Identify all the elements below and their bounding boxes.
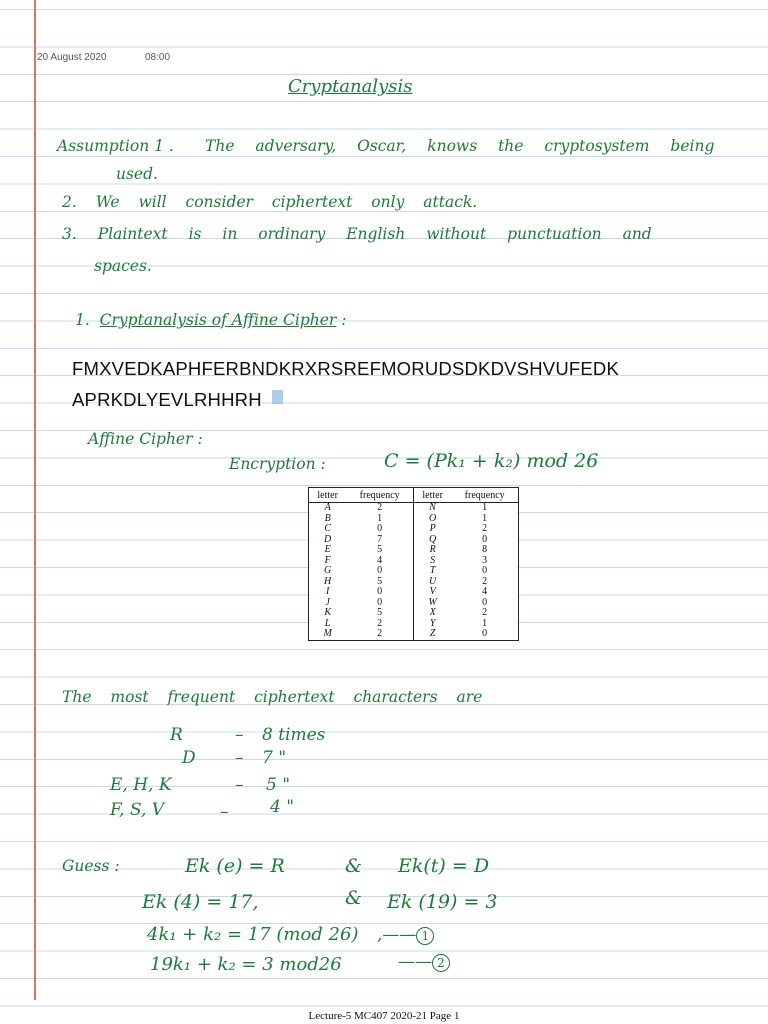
table-cell-letter: W — [428, 596, 437, 608]
table-cell-letter: U — [429, 575, 437, 587]
frequency-table — [308, 487, 519, 641]
ciphertext-line-2: APRKDLYEVLRHHRH — [72, 389, 262, 410]
table-cell-letter: R — [429, 544, 436, 555]
table-cell-frequency: 1 — [482, 512, 488, 524]
table-cell-frequency: 1 — [482, 617, 488, 629]
table-cell-frequency: 0 — [346, 566, 413, 577]
freq-item-count: 7 " — [262, 748, 287, 768]
table-cell-frequency: 0 — [482, 533, 488, 545]
table-cell-letter: A — [324, 502, 331, 513]
guess-line-2-right: Ek (19) = 3 — [387, 891, 498, 913]
col-header: letter — [413, 488, 451, 503]
table-cell-frequency: 5 — [346, 608, 413, 619]
most-frequent-text: The most frequent ciphertext characters are — [62, 688, 483, 706]
affine-label: Affine Cipher : — [88, 430, 203, 448]
text-cursor-highlight — [272, 390, 283, 404]
table-row — [309, 514, 519, 525]
table-row — [309, 577, 519, 588]
table-cell-letter: H — [324, 575, 332, 587]
assumption-label: Assumption 1 . — [57, 137, 174, 155]
col-header: letter — [309, 488, 347, 503]
table-cell-letter: L — [324, 617, 331, 629]
table-cell-frequency: 3 — [482, 554, 488, 566]
table-row — [309, 629, 519, 640]
table-cell-frequency: 2 — [482, 607, 488, 618]
table-cell-frequency: 1 — [346, 514, 413, 525]
table-row — [309, 535, 519, 546]
assumption-2: 2. We will consider ciphertext only attack. — [62, 193, 478, 211]
table-cell-frequency: 0 — [346, 598, 413, 609]
table-cell-letter: P — [429, 523, 436, 534]
ciphertext-line-1: FMXVEDKAPHFERBNDKRXRSREFMORUDSDKDVSHVUFEDK — [72, 358, 620, 379]
assumption-3-cont: spaces. — [94, 257, 152, 275]
equation-1-number: 1 — [416, 927, 434, 945]
table-cell-letter: O — [429, 512, 437, 524]
table-cell-frequency: 5 — [346, 577, 413, 588]
table-row — [309, 524, 519, 535]
equation-2-marker: —— 2 — [398, 952, 450, 972]
freq-item-count: 8 times — [262, 725, 326, 745]
table-cell-frequency: 0 — [346, 587, 413, 598]
assumption-1-cont: used. — [116, 165, 158, 183]
table-cell-letter: K — [324, 607, 331, 618]
equation-2-number: 2 — [432, 954, 450, 972]
table-cell-frequency: 1 — [482, 502, 488, 513]
encryption-formula: C = (Pk₁ + k₂) mod 26 — [384, 450, 599, 472]
equation-1-marker: ,—— 1 — [377, 925, 434, 945]
freq-item-letters: E, H, K — [110, 775, 172, 795]
table-cell-letter: N — [429, 502, 436, 513]
table-cell-frequency: 4 — [346, 556, 413, 567]
table-cell-frequency: 2 — [346, 503, 413, 514]
table-cell-letter: Y — [429, 617, 436, 629]
table-row — [309, 608, 519, 619]
table-row — [309, 619, 519, 630]
table-cell-frequency: 8 — [482, 544, 488, 555]
table-cell-letter: V — [429, 586, 436, 597]
table-cell-letter: M — [323, 628, 332, 639]
table-cell-letter: E — [324, 544, 331, 555]
guess-label: Guess : — [62, 857, 120, 875]
freq-item-letters: F, S, V — [110, 800, 165, 820]
page-title: Cryptanalysis — [288, 76, 413, 97]
section-number: 1. — [75, 311, 90, 329]
table-cell-letter: G — [324, 565, 332, 576]
table-row — [309, 566, 519, 577]
col-header: frequency — [346, 488, 413, 503]
freq-item-letters: D — [182, 748, 196, 768]
guess-line-1-left: Ek (e) = R — [185, 855, 285, 877]
table-cell-frequency: 5 — [346, 545, 413, 556]
freq-item-dash: – — [235, 725, 244, 745]
table-cell-frequency: 7 — [346, 535, 413, 546]
note-date: 20 August 2020 — [37, 52, 107, 63]
table-cell-frequency: 0 — [346, 524, 413, 535]
freq-item-count: 5 " — [266, 775, 291, 795]
table-cell-letter: X — [429, 607, 436, 618]
section-colon: : — [341, 311, 347, 329]
col-header: frequency — [451, 488, 518, 503]
table-row — [309, 545, 519, 556]
section-heading — [75, 311, 347, 329]
encryption-label: Encryption : — [229, 455, 326, 473]
page-footer: Lecture-5 MC407 2020-21 Page 1 — [308, 1010, 460, 1022]
table-cell-frequency: 4 — [482, 586, 488, 597]
guess-line-1-right: Ek(t) = D — [398, 855, 490, 877]
freq-item-dash: – — [235, 775, 244, 795]
assumption-3: 3. Plaintext is in ordinary English without punctuation and — [62, 225, 652, 243]
table-row — [309, 556, 519, 567]
freq-item-letters: R — [170, 725, 183, 745]
table-cell-letter: S — [430, 554, 436, 566]
table-cell-frequency: 2 — [482, 523, 488, 534]
guess-ampersand: & — [345, 887, 362, 909]
table-cell-frequency: 0 — [482, 628, 488, 639]
note-time: 08:00 — [145, 52, 171, 63]
table-cell-frequency: 0 — [482, 596, 488, 608]
guess-line-2-left: Ek (4) = 17, — [142, 891, 259, 913]
equation-2: 19k₁ + k₂ = 3 mod26 — [150, 954, 342, 975]
section-title: Cryptanalysis of Affine Cipher — [99, 311, 337, 329]
table-cell-letter: C — [324, 523, 331, 534]
table-cell-frequency: 0 — [482, 565, 488, 576]
assumption-1: The adversary, Oscar, knows the cryptosystem being — [205, 137, 715, 155]
guess-ampersand: & — [345, 855, 362, 877]
table-cell-letter: F — [324, 554, 331, 566]
table-cell-letter: Q — [429, 533, 437, 545]
table-row — [309, 587, 519, 598]
equation-1: 4k₁ + k₂ = 17 (mod 26) — [147, 924, 359, 945]
freq-item-dash: – — [220, 802, 229, 822]
freq-item-count: 4 " — [270, 797, 295, 817]
freq-item-dash: – — [235, 748, 244, 768]
table-cell-letter: B — [324, 512, 331, 524]
table-row — [309, 598, 519, 609]
table-cell-letter: Z — [429, 628, 436, 639]
table-cell-frequency: 2 — [482, 575, 488, 587]
table-header-row — [309, 488, 519, 503]
table-cell-letter: T — [429, 565, 436, 576]
table-cell-frequency: 2 — [346, 629, 413, 640]
margin-line — [34, 0, 36, 1000]
table-cell-letter: D — [324, 533, 332, 545]
table-row — [309, 503, 519, 514]
table-cell-frequency: 2 — [346, 619, 413, 630]
table-cell-letter: J — [325, 596, 330, 608]
table-cell-letter: I — [325, 586, 330, 597]
